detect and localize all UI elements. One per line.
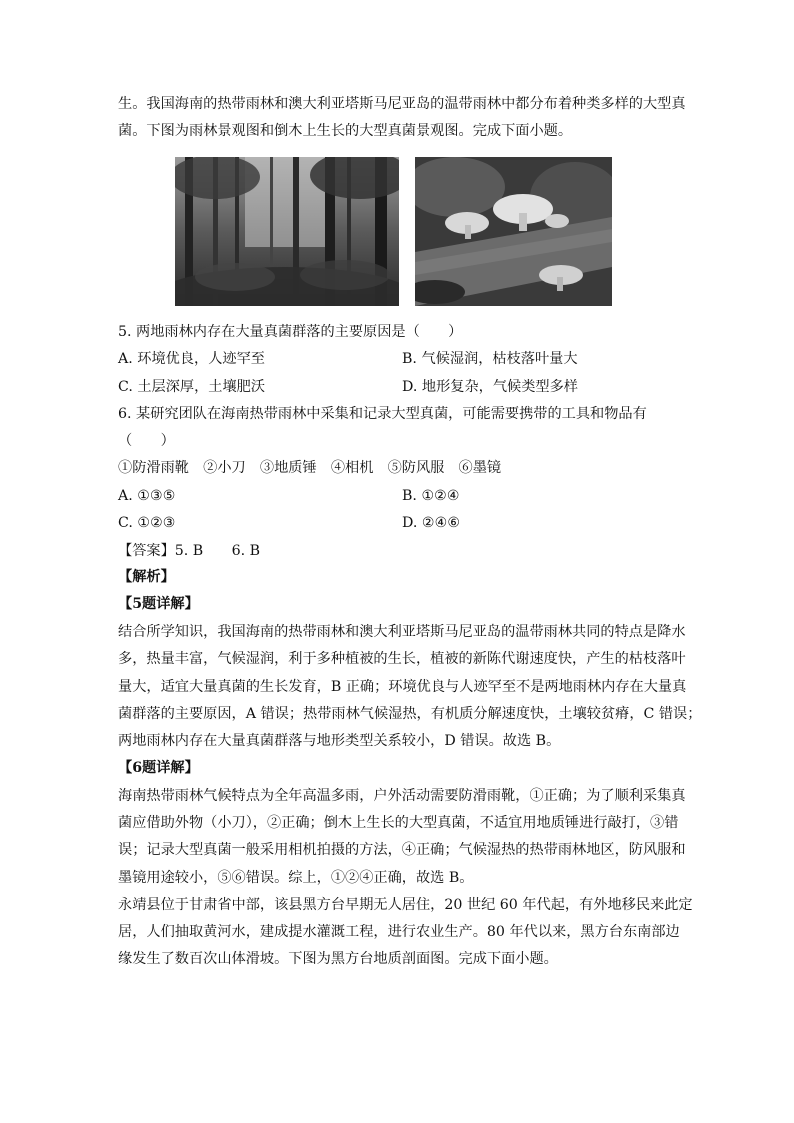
next-passage-line: 永靖县位于甘肃省中部，该县黑方台早期无人居住，20 世纪 60 年代起，有外地移民来此定 bbox=[118, 897, 693, 913]
detail5-line: 结合所学知识，我国海南的热带雨林和澳大利亚塔斯马尼亚岛的温带雨林共同的特点是降水 bbox=[118, 624, 686, 640]
detail5-line: 量大，适宜大量真菌的生长发育，B 正确；环境优良与人迹罕至不是两地雨林内存在大量真 bbox=[118, 679, 687, 695]
detail6-header: 【6题详解】 bbox=[118, 760, 199, 776]
fungi-photo bbox=[415, 157, 612, 306]
q6-option-b[interactable]: B. ①②④ bbox=[402, 488, 460, 504]
analysis-header: 【解析】 bbox=[118, 569, 175, 585]
q5-options-row-2 bbox=[118, 377, 676, 397]
intro-line-2: 菌。下图为雨林景观图和倒木上生长的大型真菌景观图。完成下面小题。 bbox=[118, 123, 573, 139]
q6-option-c[interactable]: C. ①②③ bbox=[118, 515, 176, 531]
q5-option-b[interactable]: B. 气候湿润，枯枝落叶量大 bbox=[402, 351, 578, 367]
detail5-line: 两地雨林内存在大量真菌群落与地形类型关系较小，D 错误。故选 B。 bbox=[118, 733, 561, 749]
q6-stem-line-1: 6. 某研究团队在海南热带雨林中采集和记录大型真菌，可能需要携带的工具和物品有 bbox=[118, 406, 647, 422]
detail6-line: 误；记录大型真菌一般采用相机拍摄的方法，④正确；气候湿热的热带雨林地区，防风服和 bbox=[118, 842, 686, 858]
q5-stem: 5. 两地雨林内存在大量真菌群落的主要原因是（ ） bbox=[118, 324, 463, 340]
answer-line: 【答案】5. B 6. B bbox=[118, 543, 261, 559]
q5-option-c[interactable]: C. 土层深厚，土壤肥沃 bbox=[118, 379, 266, 395]
detail6-line: 墨镜用途较小，⑤⑥错误。综上，①②④正确，故选 B。 bbox=[118, 870, 474, 886]
q6-option-a[interactable]: A. ①③⑤ bbox=[118, 488, 176, 504]
q5-options-row-1 bbox=[118, 349, 676, 369]
detail6-line: 海南热带雨林气候特点为全年高温多雨，户外活动需要防滑雨靴，①正确；为了顺利采集真 bbox=[118, 788, 686, 804]
q6-option-d[interactable]: D. ②④⑥ bbox=[402, 515, 461, 531]
intro-line-1: 生。我国海南的热带雨林和澳大利亚塔斯马尼亚岛的温带雨林中都分布着种类多样的大型真 bbox=[118, 96, 686, 112]
next-passage-line: 缘发生了数百次山体滑坡。下图为黑方台地质剖面图。完成下面小题。 bbox=[118, 951, 558, 967]
q5-option-d[interactable]: D. 地形复杂，气候类型多样 bbox=[402, 379, 578, 395]
detail5-header: 【5题详解】 bbox=[118, 596, 199, 612]
q5-option-a[interactable]: A. 环境优良，人迹罕至 bbox=[118, 351, 265, 367]
q6-options-row-1 bbox=[118, 486, 676, 506]
rainforest-photo bbox=[175, 157, 399, 306]
detail5-line: 多，热量丰富，气候湿润，利于多种植被的生长，植被的新陈代谢速度快，产生的枯枝落叶 bbox=[118, 651, 686, 667]
q6-options-row-2 bbox=[118, 513, 676, 533]
detail6-line: 菌应借助外物（小刀），②正确；倒木上生长的大型真菌，不适宜用地质锤进行敲打，③错 bbox=[118, 815, 679, 831]
q6-stem-line-2: （ ） bbox=[118, 433, 175, 449]
next-passage-line: 居，人们抽取黄河水，建成提水灌溉工程，进行农业生产。80 年代以来，黑方台东南部边 bbox=[118, 924, 680, 940]
q6-item-list: ①防滑雨靴 ②小刀 ③地质锤 ④相机 ⑤防风服 ⑥墨镜 bbox=[118, 460, 502, 476]
detail5-line: 菌群落的主要原因，A 错误；热带雨林气候湿热，有机质分解速度快，土壤较贫瘠，C 错误； bbox=[118, 706, 702, 722]
